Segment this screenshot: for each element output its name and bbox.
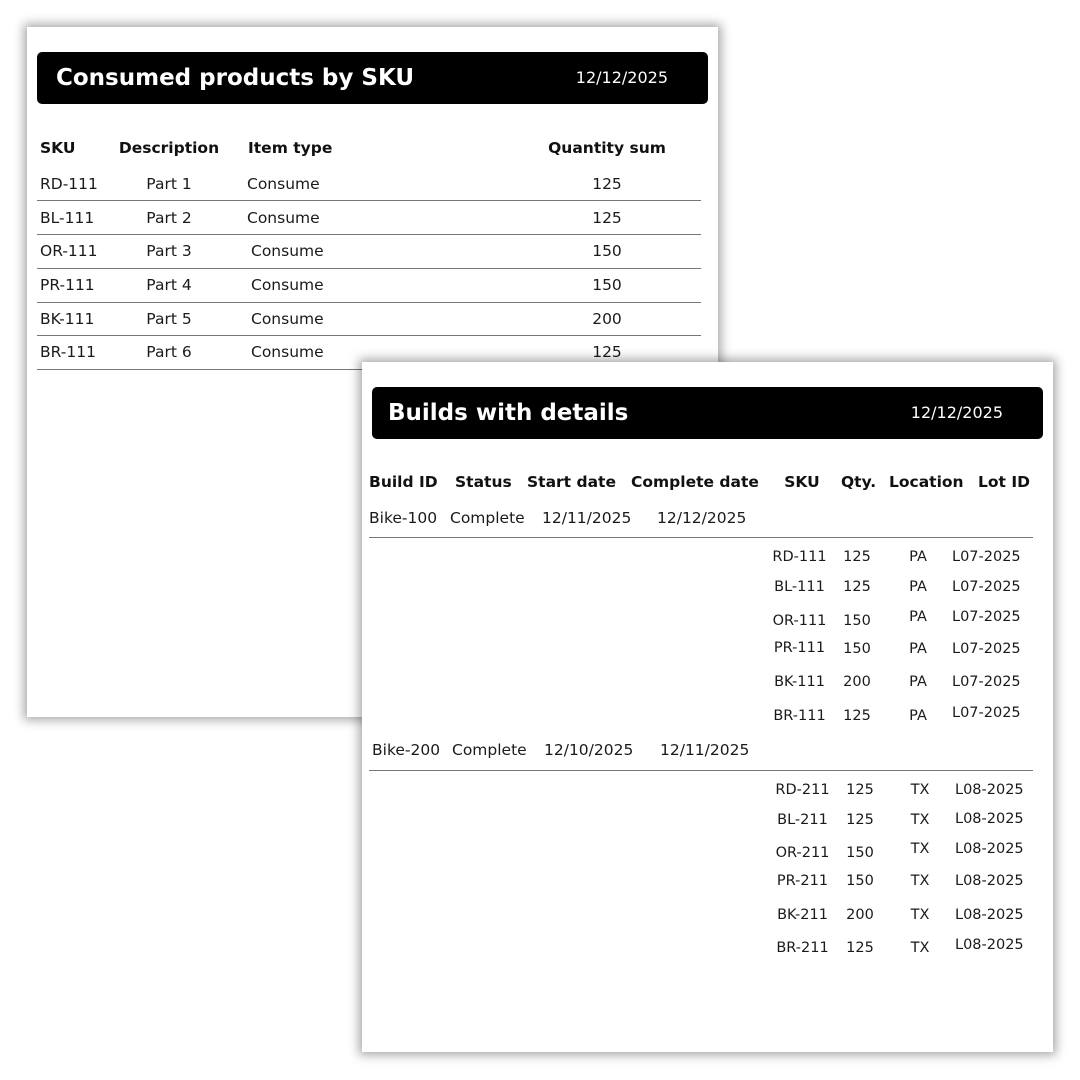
header-qty: Qty.: [841, 473, 877, 491]
cell-sku: BL-111: [40, 209, 95, 227]
cell-qty: 200: [843, 674, 871, 690]
cell-qty: 200: [846, 907, 874, 923]
row-divider: [37, 302, 701, 303]
cell-qty: 125: [846, 940, 874, 956]
row-divider: [37, 335, 701, 336]
cell-lot-id: L07-2025: [952, 579, 1021, 595]
cell-location: PA: [909, 641, 927, 657]
cell-location: TX: [910, 841, 930, 857]
cell-description: Part 3: [146, 242, 192, 260]
report-title: Consumed products by SKU: [56, 65, 415, 91]
cell-sku: PR-211: [776, 873, 829, 889]
cell-sku: RD-211: [775, 782, 830, 798]
header-quantity-sum: Quantity sum: [548, 139, 666, 157]
cell-location: TX: [910, 782, 930, 798]
cell-location: PA: [909, 549, 927, 565]
cell-description: Part 4: [146, 276, 192, 294]
cell-lot-id: L07-2025: [952, 549, 1021, 565]
cell-status: Complete: [452, 741, 527, 759]
cell-qty: 150: [843, 641, 871, 657]
header-location: Location: [889, 473, 964, 491]
cell-item-type: Consume: [251, 242, 324, 260]
cell-sku: BK-111: [40, 310, 95, 328]
cell-item-type: Consume: [251, 310, 324, 328]
builds-details-report: [362, 362, 1053, 1052]
cell-complete-date: 12/12/2025: [657, 509, 747, 527]
report-header-bar: [37, 52, 708, 104]
header-item-type: Item type: [248, 139, 333, 157]
cell-build-id: Bike-200: [372, 741, 441, 759]
cell-lot-id: L08-2025: [955, 907, 1024, 923]
cell-qty: 125: [843, 579, 871, 595]
cell-quantity-sum: 150: [592, 276, 622, 294]
cell-location: PA: [909, 609, 927, 625]
cell-sku: RD-111: [40, 175, 98, 193]
report-date: 12/12/2025: [910, 403, 1003, 422]
cell-item-type: Consume: [247, 209, 320, 227]
cell-qty: 150: [846, 873, 874, 889]
cell-qty: 150: [843, 613, 871, 629]
cell-lot-id: L08-2025: [955, 811, 1024, 827]
header-complete-date: Complete date: [631, 473, 759, 491]
row-divider: [37, 268, 701, 269]
cell-description: Part 1: [146, 175, 192, 193]
cell-build-id: Bike-100: [369, 509, 438, 527]
cell-sku: RD-111: [772, 549, 827, 565]
report-header-bar: [372, 387, 1043, 439]
cell-sku: BK-211: [777, 907, 828, 923]
cell-location: TX: [910, 940, 930, 956]
cell-lot-id: L07-2025: [952, 609, 1021, 625]
cell-item-type: Consume: [251, 343, 324, 361]
cell-sku: PR-111: [40, 276, 95, 294]
cell-status: Complete: [450, 509, 525, 527]
cell-lot-id: L07-2025: [952, 705, 1021, 721]
cell-lot-id: L07-2025: [952, 641, 1021, 657]
cell-sku: BR-111: [40, 343, 96, 361]
cell-lot-id: L08-2025: [955, 841, 1024, 857]
cell-sku: BR-211: [776, 940, 829, 956]
cell-quantity-sum: 125: [592, 343, 622, 361]
cell-location: PA: [909, 579, 927, 595]
cell-quantity-sum: 125: [592, 209, 622, 227]
row-divider: [37, 200, 701, 201]
cell-start-date: 12/11/2025: [542, 509, 632, 527]
header-description: Description: [118, 139, 220, 157]
cell-sku: OR-111: [40, 242, 98, 260]
cell-sku: BR-111: [773, 708, 826, 724]
cell-start-date: 12/10/2025: [544, 741, 634, 759]
cell-qty: 125: [843, 549, 871, 565]
row-divider: [369, 537, 1033, 538]
cell-sku: BL-211: [777, 812, 828, 828]
cell-sku: OR-211: [775, 845, 830, 861]
header-start-date: Start date: [527, 473, 616, 491]
cell-qty: 125: [846, 812, 874, 828]
header-sku: SKU: [40, 139, 76, 157]
cell-qty: 150: [846, 845, 874, 861]
cell-description: Part 5: [146, 310, 192, 328]
cell-sku: PR-111: [773, 640, 826, 656]
cell-qty: 125: [843, 708, 871, 724]
header-lot-id: Lot ID: [978, 473, 1030, 491]
cell-sku: OR-111: [772, 613, 827, 629]
cell-quantity-sum: 200: [592, 310, 622, 328]
cell-lot-id: L08-2025: [955, 782, 1024, 798]
cell-lot-id: L08-2025: [955, 873, 1024, 889]
row-divider: [369, 770, 1033, 771]
cell-location: TX: [910, 812, 930, 828]
cell-description: Part 6: [146, 343, 192, 361]
header-build-id: Build ID: [369, 473, 438, 491]
cell-location: PA: [909, 708, 927, 724]
row-divider: [37, 234, 701, 235]
cell-location: PA: [909, 674, 927, 690]
cell-lot-id: L08-2025: [955, 937, 1024, 953]
cell-sku: BL-111: [774, 579, 825, 595]
report-date: 12/12/2025: [575, 68, 668, 87]
header-sku: SKU: [784, 473, 820, 491]
cell-qty: 125: [846, 782, 874, 798]
cell-location: TX: [910, 873, 930, 889]
cell-item-type: Consume: [247, 175, 320, 193]
cell-complete-date: 12/11/2025: [660, 741, 750, 759]
cell-quantity-sum: 150: [592, 242, 622, 260]
cell-location: TX: [910, 907, 930, 923]
cell-item-type: Consume: [251, 276, 324, 294]
cell-quantity-sum: 125: [592, 175, 622, 193]
cell-description: Part 2: [146, 209, 192, 227]
cell-sku: BK-111: [774, 674, 825, 690]
report-title: Builds with details: [388, 400, 629, 426]
header-status: Status: [455, 473, 512, 491]
cell-lot-id: L07-2025: [952, 674, 1021, 690]
